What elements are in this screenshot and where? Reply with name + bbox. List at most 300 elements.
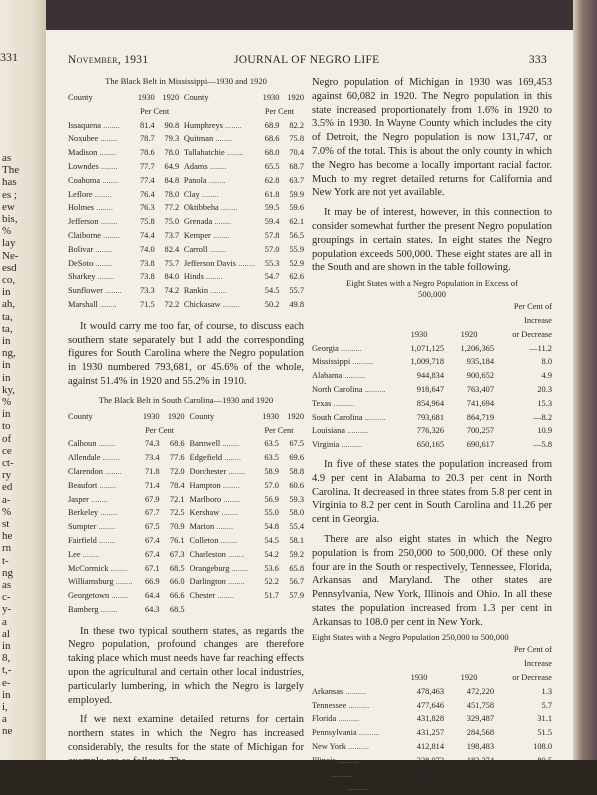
county-name-text: Colleton: [189, 535, 219, 545]
fragment-text: rn: [2, 542, 12, 555]
spacer-cell: [68, 105, 130, 119]
county-name-text: Sunflower: [68, 286, 103, 296]
header-increase: Increase: [524, 659, 552, 669]
leader-dots: ........: [218, 203, 238, 213]
value-1930: 54.5: [264, 535, 279, 545]
county-name-text: Calhoun: [68, 439, 97, 449]
value-1920: 64.9: [164, 161, 180, 171]
value-1930: 56.9: [264, 494, 279, 504]
leader-dots: ........: [101, 120, 120, 130]
value-1920: 864,719: [466, 412, 494, 422]
fragment-text: as: [2, 579, 12, 591]
state-name-text: Mississippi: [312, 357, 351, 367]
state-name: [312, 699, 394, 713]
county-name-text: Allendale: [68, 453, 101, 463]
header-county: County: [68, 93, 93, 102]
state-name: [312, 740, 394, 754]
value-1930: 918,647: [416, 384, 444, 394]
fragment-text: a: [2, 615, 7, 628]
leader-dots: ........: [210, 230, 230, 240]
fragment-text: ce: [2, 444, 12, 457]
county-name: [190, 589, 254, 603]
fragment-text: he: [2, 530, 13, 543]
paragraph-five-states: In five of these states the population increased from 4.9 per cent in Alabama to 20.3 per cent in North Carolina. It decreased in three states from 5.8 per cent in Virginia to 8.2 per cent in South Carolina and 11.26 per cent in Georgia.: [312, 458, 552, 526]
fragment-text: as: [2, 152, 12, 164]
south-carolina-table: [68, 410, 304, 617]
county-name: [68, 270, 130, 284]
paragraph-south-carolina-intro: It would carry me too far, of course, to discuss each southern state separately but I add the corresponding figures for South Carolina where the Negro population in 1930 numbered 793,681, or 45.6% of the whole, against 51.4% in 1920 and 55.2% in 1910.: [68, 320, 304, 387]
leader-dots: ........: [98, 604, 118, 614]
leader-dots: ........: [212, 217, 232, 227]
value-1920: 763,407: [466, 384, 494, 394]
leader-dots: ........: [220, 299, 240, 309]
header-increase: Increase: [524, 315, 552, 325]
value-1930: 55.0: [264, 508, 279, 518]
percent-change: —11.2: [529, 343, 552, 353]
county-name: [184, 119, 255, 133]
table-row: [68, 298, 304, 312]
value-1930: 57.0: [264, 244, 280, 254]
table-row: [68, 479, 304, 493]
percent-change: 108.0: [533, 742, 552, 752]
value-1930: 478,463: [416, 686, 444, 696]
previous-page-edge: [0, 0, 46, 760]
leader-dots: ..........: [331, 398, 355, 408]
leader-dots: ........: [93, 258, 112, 268]
value-1920: 78.4: [169, 480, 185, 490]
county-name-text: Issaquena: [68, 120, 102, 130]
value-1930: 53.6: [264, 563, 279, 573]
county-name-text: Edgefield: [189, 453, 223, 463]
book-top-edge: [46, 0, 573, 30]
value-1920: 451,758: [466, 700, 494, 710]
table-row: [68, 437, 304, 451]
paragraph-michigan: Negro population of Michigan in 1930 was 169,453 against 60,082 in 1920. The Negro population in this state increased proportionately from 1.6% in 1920 to 3.5% in 1930. In Wayne County which includes the city of Detroit, the Negro population is now 131,747, or 7.0% of the total. This is about the only county in which the Negro has become a locally important racial factor. Much to my regret detailed returns for California and New York are not yet available.: [312, 77, 552, 199]
county-name: [68, 160, 130, 174]
table-row: [68, 119, 304, 133]
leader-dots: ........: [224, 148, 244, 158]
header-journal-title: JOURNAL OF NEGRO LIFE: [234, 54, 380, 66]
county-name: [184, 298, 255, 312]
value-1920: 75.7: [164, 258, 180, 268]
mississippi-table-title: The Black Belt in Mississippi—1930 and 1920: [105, 76, 267, 86]
percent-change: 8.0: [541, 357, 552, 367]
value-1930: 75.8: [139, 217, 155, 227]
value-1920: 74.2: [164, 286, 180, 296]
header-1930: 1930: [262, 93, 280, 102]
right-column: [312, 76, 552, 795]
county-name-text: Noxubee: [68, 134, 99, 144]
leader-dots: ..........: [343, 686, 367, 696]
value-1920: 77.6: [169, 453, 185, 463]
percent-change: —5.8: [533, 440, 552, 450]
value-1930: 54.7: [264, 272, 280, 282]
value-1920: 67.5: [289, 439, 304, 449]
county-name-text: Quitman: [183, 134, 214, 144]
value-1930: 54.8: [264, 522, 279, 532]
state-name-text: Florida: [312, 714, 337, 724]
county-name: [68, 229, 130, 243]
county-name: [68, 465, 135, 479]
spacer-cell: [394, 314, 444, 328]
state-name-text: New York: [312, 742, 346, 752]
value-1930: 477,646: [416, 700, 444, 710]
table-row: [312, 754, 552, 768]
value-1920: 58.1: [289, 535, 304, 545]
value-1930: 68.0: [264, 148, 280, 158]
fragment-text: in: [2, 359, 11, 372]
leader-dots: ..........: [362, 384, 386, 394]
county-name: [68, 188, 130, 202]
header-county: County: [189, 411, 215, 421]
leader-dots: ........: [100, 175, 119, 185]
table-row: [68, 243, 304, 257]
county-name-text: Jefferson Davis: [183, 258, 237, 268]
value-1920: 75.8: [289, 134, 304, 144]
state-name-text: Illinois: [312, 755, 336, 765]
fragment-text: %: [2, 396, 12, 408]
value-1930: 944,834: [416, 371, 444, 381]
county-name-text: Madison: [68, 148, 98, 158]
value-1920: 63.7: [289, 175, 304, 185]
fragment-text: ta,: [2, 310, 13, 323]
county-name-text: Coahoma: [68, 175, 101, 185]
value-1930: 650,165: [416, 440, 444, 450]
leader-dots: ..........: [362, 412, 386, 422]
value-1930: 52.2: [264, 577, 279, 587]
table-row: [312, 438, 552, 452]
table-row: [312, 740, 552, 754]
value-1920: 82.4: [164, 244, 180, 254]
table-row: [68, 229, 304, 243]
state-name: [312, 397, 394, 411]
percent-change: 31.1: [537, 714, 552, 724]
county-name: [68, 575, 135, 589]
value-1920: 78.0: [164, 189, 180, 199]
header-1930: 1930: [262, 411, 279, 421]
table-row: [68, 465, 304, 479]
table-row: [68, 215, 304, 229]
header-1920: 1920: [287, 411, 304, 421]
table-row: [312, 781, 552, 795]
county-name: [68, 119, 130, 133]
county-name: [68, 506, 135, 520]
leader-dots: ........: [80, 549, 100, 559]
value-1930: 276,379: [416, 783, 444, 793]
fragment-text: esd: [2, 261, 17, 274]
value-1920: 49.8: [289, 299, 304, 309]
value-1930: 74.4: [139, 230, 155, 240]
table-row: [68, 451, 304, 465]
leader-dots: ........: [225, 577, 245, 587]
value-1930: 67.7: [144, 508, 160, 518]
value-1920: 75.0: [164, 217, 180, 227]
leader-dots: ........: [222, 453, 241, 463]
state-name-text: North Carolina: [312, 384, 363, 394]
leader-dots: ........: [88, 494, 108, 504]
table-row: [68, 201, 304, 215]
state-name-text: Pennsylvania: [312, 728, 357, 738]
leader-dots: ........: [208, 286, 227, 296]
county-name-text: Orangeburg: [189, 563, 230, 573]
header-page-number: 333: [528, 54, 547, 66]
value-1920: 58.8: [289, 466, 304, 476]
value-1930: 66.9: [144, 577, 160, 587]
fragment-text: e-: [2, 676, 11, 689]
table-row: [68, 589, 304, 603]
value-1920: 60.6: [289, 480, 304, 490]
table-row: [68, 493, 304, 507]
header-1920: 1920: [287, 93, 304, 102]
percent-change: 66.1: [537, 769, 552, 779]
empty-cell: [190, 603, 254, 617]
value-1920: 472,220: [466, 686, 494, 696]
county-name-text: Barnwell: [189, 439, 221, 449]
county-name: [184, 243, 255, 257]
fragment-text: in: [2, 335, 11, 347]
county-name-text: Grenada: [183, 217, 213, 227]
value-1930: 63.5: [264, 439, 279, 449]
value-1930: 57.0: [264, 480, 279, 490]
county-name: [190, 479, 254, 493]
fragment-text: in: [2, 371, 11, 384]
value-1930: 78.7: [139, 134, 155, 144]
fragment-text: ne: [2, 725, 13, 738]
leader-dots: ..........: [346, 700, 370, 710]
fragment-text: of: [2, 432, 12, 445]
state-name-text: Arkansas: [312, 686, 344, 696]
county-name-text: Sumpter: [68, 522, 97, 532]
leader-dots: ........: [98, 508, 118, 518]
leader-dots: ..........: [336, 714, 360, 724]
value-1930: 55.3: [264, 258, 280, 268]
state-name: [312, 768, 394, 782]
county-table-grid: [68, 91, 304, 312]
value-1920: 55.4: [289, 522, 304, 532]
county-name: [68, 257, 130, 271]
fragment-text: ct-: [2, 457, 14, 469]
leader-dots: ........: [109, 591, 129, 601]
table-row: [68, 160, 304, 174]
county-name-text: Clarendon: [68, 466, 103, 476]
value-1930: 57.8: [264, 230, 280, 240]
value-1920: 284,568: [466, 728, 494, 738]
value-1930: 64.3: [144, 604, 160, 614]
leader-dots: ..........: [350, 357, 374, 367]
leader-dots: ........: [94, 203, 113, 213]
value-1930: 431,828: [416, 714, 444, 724]
county-name: [190, 493, 254, 507]
county-name: [68, 201, 130, 215]
county-name: [190, 520, 254, 534]
fragment-text: ta,: [2, 322, 13, 335]
table-row: [312, 397, 552, 411]
value-1920: 82.2: [289, 120, 304, 130]
value-1920: 66.0: [169, 577, 185, 587]
county-name: [184, 174, 255, 188]
leader-dots: ........: [207, 244, 227, 254]
leader-dots: ........: [236, 258, 255, 268]
book-cover-edge: [573, 0, 597, 760]
header-date: November, 1931: [68, 54, 149, 66]
value-1920: 65.8: [289, 563, 304, 573]
paragraph-eight-states-range: There are also eight states in which the Negro population is from 250,000 to 500,000. Of these only four are in the South or respectively, Tennessee, Florida, Arkansas and Maryland. The other states are Pennsylvania, New York, Illinois and Ohio. In all these states the population increased from 1.3 per cent in Arkansas to 108.0 per cent in New York.: [312, 533, 552, 628]
county-name: [68, 493, 135, 507]
county-name-text: Clay: [183, 189, 200, 199]
value-1930: 67.4: [144, 549, 160, 559]
leader-dots: ........: [96, 535, 116, 545]
leader-dots: ........: [218, 535, 238, 545]
percent-change: 13.0: [537, 783, 552, 793]
header-1920: 1920: [460, 673, 478, 683]
value-1930: 67.1: [144, 563, 160, 573]
fragment-text: y-: [2, 603, 12, 616]
value-1930: 73.8: [139, 272, 155, 282]
leader-dots: ........: [97, 299, 117, 309]
county-name: [190, 451, 254, 465]
leader-dots: ........: [102, 286, 122, 296]
fragment-text: 8,: [2, 652, 11, 665]
table-row: [68, 174, 304, 188]
table-row: [312, 369, 552, 383]
value-1920: 84.8: [164, 175, 180, 185]
county-name-text: Marshall: [68, 299, 98, 309]
county-name-text: Georgetown: [68, 591, 110, 601]
eight-states-table-title: Eight States with a Negro Population in Excess of 500,000: [346, 278, 518, 300]
state-name: [312, 342, 394, 356]
county-name: [68, 589, 135, 603]
county-name: [184, 132, 255, 146]
county-name-text: Marion: [189, 522, 215, 532]
fragment-text: ed: [2, 481, 13, 494]
county-name-text: Beaufort: [68, 480, 98, 490]
header-or-decrease: or Decrease: [512, 329, 552, 339]
value-1930: 81.4: [139, 120, 155, 130]
table-row: [68, 270, 304, 284]
value-1920: 70.9: [169, 522, 185, 532]
leader-dots: ........: [98, 161, 118, 171]
left-column: [68, 76, 304, 769]
county-name-text: Marlboro: [189, 494, 222, 504]
state-name: [312, 781, 394, 795]
value-1920: 1,206,365: [460, 343, 494, 353]
value-1930: 793,681: [416, 412, 444, 422]
state-name: [312, 754, 394, 768]
state-name: [312, 726, 394, 740]
value-1930: 854,964: [416, 398, 444, 408]
county-name: [68, 548, 135, 562]
value-1920: 56.7: [289, 577, 304, 587]
county-name: [68, 603, 135, 617]
state-name-text: Tennessee: [312, 700, 347, 710]
county-name-text: Kershaw: [189, 508, 220, 518]
leader-dots: ........: [93, 244, 112, 254]
table-row: [68, 562, 304, 576]
value-1930: 54.2: [264, 549, 279, 559]
header-per-cent: Per Cent: [264, 106, 294, 116]
spacer-cell: [312, 643, 394, 657]
value-1930: 58.9: [264, 466, 279, 476]
fragment-text: in: [2, 408, 11, 421]
value-1920: 182,274: [466, 755, 494, 765]
state-name-text: Louisiana: [312, 426, 346, 436]
eight-states-table: [312, 300, 552, 452]
value-1930: 73.8: [139, 258, 155, 268]
value-1920: 72.2: [164, 299, 180, 309]
county-name-text: Fairfield: [68, 535, 97, 545]
leader-dots: ........: [199, 189, 219, 199]
spacer-cell: [312, 657, 394, 671]
county-name: [184, 270, 255, 284]
county-name: [68, 298, 130, 312]
county-name-text: Darlington: [189, 577, 226, 587]
county-name: [190, 506, 254, 520]
table-row: [312, 411, 552, 425]
value-1920: 79.3: [164, 134, 180, 144]
fragment-text: to: [2, 420, 11, 433]
county-name: [190, 437, 254, 451]
county-name: [68, 215, 130, 229]
value-1930: 78.6: [139, 148, 155, 158]
value-1920: 68.5: [169, 563, 185, 573]
paragraph-profound-changes: In these two typical southern states, as regards the Negro population, profound changes are therefore taking place which must needs have far reaching effects upon the agricultural and certain other local industries, particularly lumbering, in which the Negro is largely employed.: [68, 625, 304, 706]
value-1920: 900,652: [466, 371, 494, 381]
percent-change: —8.2: [533, 412, 552, 422]
value-1930: 73.4: [144, 453, 160, 463]
county-name-text: Bamberg: [68, 604, 99, 614]
county-name: [68, 437, 135, 451]
value-1930: 67.4: [144, 535, 160, 545]
county-name-text: Dorchester: [189, 466, 227, 476]
value-1920: 84.0: [164, 272, 180, 282]
value-1930: 67.9: [144, 494, 160, 504]
fragment-text: es ;: [2, 188, 17, 201]
value-1920: 72.1: [169, 494, 185, 504]
spacer-cell: [312, 671, 394, 685]
county-name-text: Tallahatchie: [183, 148, 225, 158]
county-name: [184, 215, 255, 229]
value-1920: 78.0: [164, 148, 180, 158]
county-name-text: Kemper: [183, 230, 211, 240]
percent-change: 20.3: [537, 384, 552, 394]
leader-dots: ........: [219, 508, 239, 518]
leader-dots: ........: [108, 563, 128, 573]
value-1930: 54.5: [264, 286, 280, 296]
county-name: [184, 284, 255, 298]
value-1930: 64.4: [144, 591, 160, 601]
county-name-text: Rankin: [183, 286, 209, 296]
leader-dots: ........: [220, 439, 240, 449]
county-name: [68, 479, 135, 493]
percent-change: 80.5: [537, 755, 552, 765]
fragment-text: has: [2, 176, 17, 189]
value-1920: 741,694: [466, 398, 494, 408]
county-name-text: Humphreys: [183, 120, 223, 130]
county-name-text: Oktibbeha: [183, 203, 219, 213]
county-name-text: Hampton: [189, 480, 221, 490]
value-1930: 76.3: [139, 203, 155, 213]
value-1920: 329,487: [466, 714, 494, 724]
value-1930: 74.0: [139, 244, 155, 254]
value-1930: 51.7: [264, 591, 279, 601]
value-1920: 68.7: [289, 161, 304, 171]
spacer-cell: [184, 105, 255, 119]
header-1930: 1930: [137, 93, 155, 102]
county-name: [68, 132, 130, 146]
county-name: [184, 201, 255, 215]
leader-dots: ........: [213, 134, 233, 144]
value-1930: 71.5: [139, 299, 155, 309]
